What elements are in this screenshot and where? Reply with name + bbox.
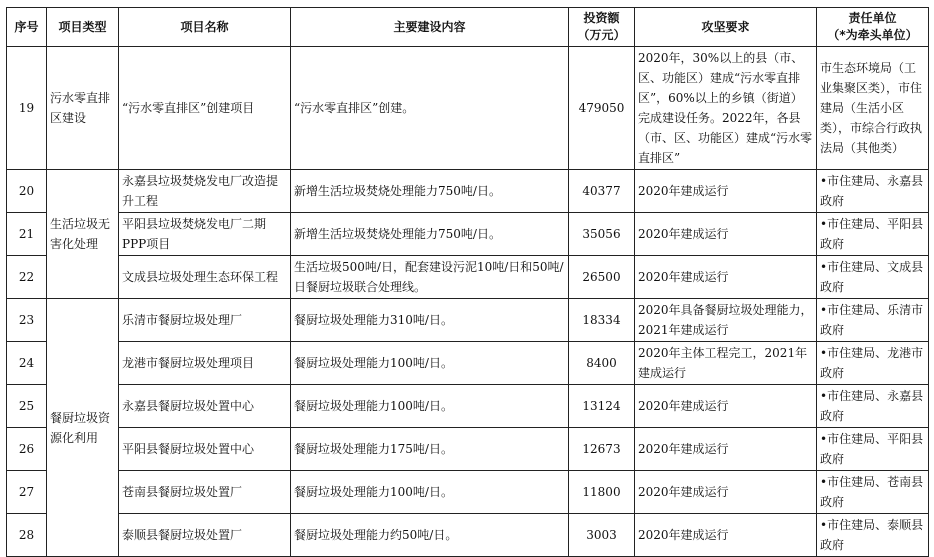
cell-seq: 24 — [7, 342, 47, 385]
cell-seq: 25 — [7, 385, 47, 428]
cell-content: 生活垃圾500吨/日，配套建设污泥10吨/日和50吨/日餐厨垃圾联合处理线。 — [291, 256, 569, 299]
cell-unit: •市住建局、龙港市政府 — [817, 342, 929, 385]
table-row — [7, 47, 929, 170]
cell-name: 文成县垃圾处理生态环保工程 — [119, 256, 291, 299]
cell-content: 新增生活垃圾焚烧处理能力750吨/日。 — [291, 170, 569, 213]
cell-seq: 22 — [7, 256, 47, 299]
table-row — [7, 170, 929, 213]
table-row — [7, 299, 929, 342]
cell-requirement: 2020年具备餐厨垃圾处理能力，2021年建成运行 — [635, 299, 817, 342]
cell-name: 平阳县垃圾焚烧发电厂二期PPP项目 — [119, 213, 291, 256]
cell-name: 泰顺县餐厨垃圾处置厂 — [119, 514, 291, 557]
cell-investment: 40377 — [569, 170, 635, 213]
cell-investment: 26500 — [569, 256, 635, 299]
header-investment-label: 投资额 — [583, 11, 620, 25]
cell-unit: •市住建局、平阳县政府 — [817, 428, 929, 471]
cell-investment: 479050 — [569, 47, 635, 170]
cell-requirement: 2020年建成运行 — [635, 170, 817, 213]
project-table — [6, 7, 929, 557]
cell-name: 平阳县餐厨垃圾处置中心 — [119, 428, 291, 471]
cell-requirement: 2020年建成运行 — [635, 428, 817, 471]
cell-seq: 19 — [7, 47, 47, 170]
cell-name: 龙港市餐厨垃圾处理项目 — [119, 342, 291, 385]
cell-requirement: 2020年建成运行 — [635, 385, 817, 428]
table-row — [7, 471, 929, 514]
cell-requirement: 2020年，30%以上的县（市、区、功能区）建成“污水零直排区”，60%以上的乡镇（街道）完成建设任务。2022年，各县（市、区、功能区）建成“污水零直排区” — [635, 47, 817, 170]
cell-name: 永嘉县垃圾焚烧发电厂改造提升工程 — [119, 170, 291, 213]
cell-unit: •市住建局、文成县政府 — [817, 256, 929, 299]
cell-content: “污水零直排区”创建。 — [291, 47, 569, 170]
cell-investment: 12673 — [569, 428, 635, 471]
cell-unit: 市生态环境局（工业集聚区类），市住建局（生活小区类），市综合行政执法局（其他类） — [817, 47, 929, 170]
cell-content: 餐厨垃圾处理能力100吨/日。 — [291, 342, 569, 385]
cell-unit: •市住建局、永嘉县政府 — [817, 385, 929, 428]
cell-seq: 20 — [7, 170, 47, 213]
table-row — [7, 213, 929, 256]
cell-unit: •市住建局、平阳县政府 — [817, 213, 929, 256]
header-type: 项目类型 — [47, 8, 119, 47]
cell-content: 餐厨垃圾处理能力310吨/日。 — [291, 299, 569, 342]
cell-requirement: 2020年建成运行 — [635, 514, 817, 557]
cell-investment: 18334 — [569, 299, 635, 342]
cell-unit: •市住建局、苍南县政府 — [817, 471, 929, 514]
cell-content: 餐厨垃圾处理能力约50吨/日。 — [291, 514, 569, 557]
header-name: 项目名称 — [119, 8, 291, 47]
header-responsible-unit — [817, 8, 929, 47]
header-unit-label: 责任单位 — [848, 11, 897, 25]
cell-unit: •市住建局、乐清市政府 — [817, 299, 929, 342]
table-row — [7, 428, 929, 471]
cell-unit: •市住建局、泰顺县政府 — [817, 514, 929, 557]
header-requirement: 攻坚要求 — [635, 8, 817, 47]
cell-seq: 27 — [7, 471, 47, 514]
cell-type: 污水零直排区建设 — [47, 47, 119, 170]
cell-requirement: 2020年建成运行 — [635, 256, 817, 299]
cell-name: 苍南县餐厨垃圾处置厂 — [119, 471, 291, 514]
cell-seq: 21 — [7, 213, 47, 256]
header-investment-unit: （万元） — [577, 28, 626, 42]
table-row — [7, 385, 929, 428]
cell-requirement: 2020年建成运行 — [635, 213, 817, 256]
cell-seq: 23 — [7, 299, 47, 342]
cell-type: 餐厨垃圾资源化利用 — [47, 299, 119, 557]
cell-seq: 26 — [7, 428, 47, 471]
cell-investment: 35056 — [569, 213, 635, 256]
cell-content: 新增生活垃圾焚烧处理能力750吨/日。 — [291, 213, 569, 256]
cell-unit: •市住建局、永嘉县政府 — [817, 170, 929, 213]
cell-name: 永嘉县餐厨垃圾处置中心 — [119, 385, 291, 428]
header-row — [7, 8, 929, 47]
header-content: 主要建设内容 — [291, 8, 569, 47]
cell-content: 餐厨垃圾处理能力175吨/日。 — [291, 428, 569, 471]
cell-name: 乐清市餐厨垃圾处理厂 — [119, 299, 291, 342]
cell-investment: 3003 — [569, 514, 635, 557]
cell-requirement: 2020年建成运行 — [635, 471, 817, 514]
cell-investment: 13124 — [569, 385, 635, 428]
cell-requirement: 2020年主体工程完工，2021年建成运行 — [635, 342, 817, 385]
table-row — [7, 342, 929, 385]
cell-investment: 11800 — [569, 471, 635, 514]
cell-content: 餐厨垃圾处理能力100吨/日。 — [291, 471, 569, 514]
header-seq: 序号 — [7, 8, 47, 47]
header-investment — [569, 8, 635, 47]
table-row — [7, 514, 929, 557]
cell-seq: 28 — [7, 514, 47, 557]
header-unit-note: （*为牵头单位） — [827, 28, 918, 42]
cell-investment: 8400 — [569, 342, 635, 385]
table-row — [7, 256, 929, 299]
cell-content: 餐厨垃圾处理能力100吨/日。 — [291, 385, 569, 428]
cell-name: “污水零直排区”创建项目 — [119, 47, 291, 170]
cell-type: 生活垃圾无害化处理 — [47, 170, 119, 299]
